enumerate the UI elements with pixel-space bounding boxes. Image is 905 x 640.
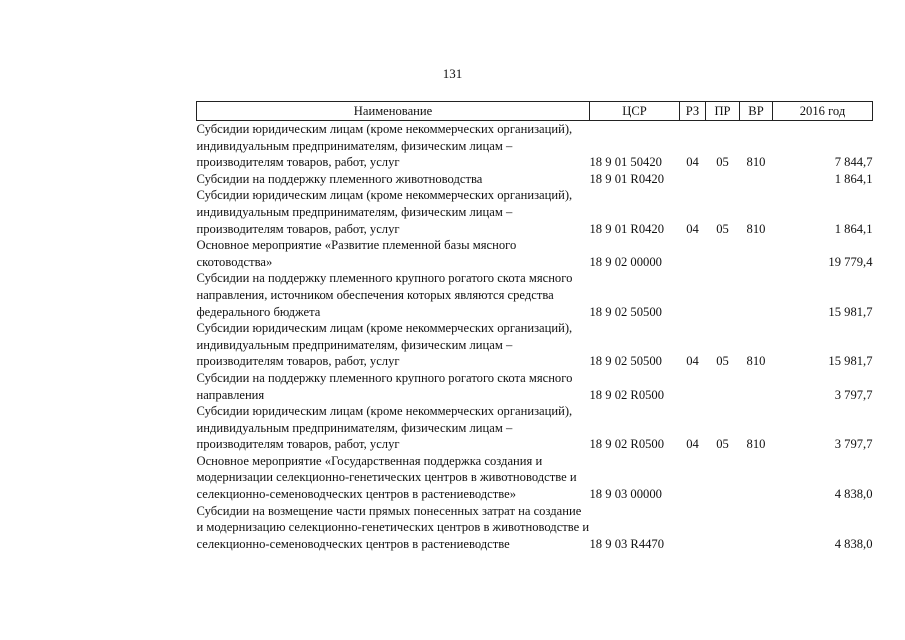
table-row xyxy=(197,121,873,171)
row-pr: 05 xyxy=(716,221,729,236)
table-row xyxy=(197,171,873,188)
row-amount: 4 838,0 xyxy=(834,487,873,502)
column-header-pr: ПР xyxy=(706,102,740,121)
table-row xyxy=(197,237,873,270)
row-csr: 18 9 01 50420 xyxy=(589,155,662,170)
row-rz: 04 xyxy=(686,155,699,170)
row-pr xyxy=(706,503,740,553)
row-name: Субсидии юридическим лицам (кроме некоммерческих организаций), индивидуальным предпринимателям, физическим лицам – производителям товаров, работ, услуг xyxy=(196,404,573,452)
table-row xyxy=(197,187,873,237)
column-header-rz: РЗ xyxy=(680,102,706,121)
row-amount: 7 844,7 xyxy=(834,155,873,170)
row-rz xyxy=(680,171,706,188)
row-name: Субсидии юридическим лицам (кроме некоммерческих организаций), индивидуальным предпринимателям, физическим лицам – производителям товаров, работ, услуг xyxy=(196,122,573,170)
row-pr: 05 xyxy=(716,437,729,452)
row-name: Субсидии на поддержку племенного крупного рогатого скота мясного направления xyxy=(196,370,573,402)
row-rz: 04 xyxy=(686,354,699,369)
table-row xyxy=(197,270,873,320)
row-pr: 05 xyxy=(716,354,729,369)
row-rz xyxy=(680,370,706,403)
row-csr: 18 9 02 50500 xyxy=(589,354,662,369)
table-row xyxy=(197,453,873,503)
row-name: Основное мероприятие «Государственная поддержка создания и модернизации селекционно-генетических центров в животноводстве и селекционно-семеноводческих центров в растениеводстве» xyxy=(196,453,577,502)
row-csr: 18 9 03 00000 xyxy=(589,487,662,502)
row-vr xyxy=(740,237,773,270)
row-amount: 4 838,0 xyxy=(834,536,873,551)
table-header-row xyxy=(197,102,873,121)
row-rz xyxy=(680,237,706,270)
row-pr: 05 xyxy=(716,155,729,170)
row-name: Субсидии на поддержку племенного крупного рогатого скота мясного направления, источником обеспечения которых являются средства федерального бюджета xyxy=(196,271,573,319)
row-amount: 15 981,7 xyxy=(828,354,873,369)
row-csr: 18 9 02 R0500 xyxy=(589,437,665,452)
table-row xyxy=(197,503,873,553)
row-csr: 18 9 02 50500 xyxy=(589,304,662,319)
row-pr xyxy=(706,270,740,320)
row-vr xyxy=(740,270,773,320)
row-name: Субсидии на возмещение части прямых понесенных затрат на создание и модернизацию селекционно-генетических центров в животноводстве и селекционно-семеноводческих центров в растениеводстве xyxy=(196,503,590,551)
row-amount: 3 797,7 xyxy=(834,437,873,452)
table-row xyxy=(197,370,873,403)
table-row xyxy=(197,320,873,370)
row-vr: 810 xyxy=(746,354,766,369)
row-name: Основное мероприятие «Развитие племенной базы мясного скотоводства» xyxy=(196,238,517,269)
row-pr xyxy=(706,237,740,270)
row-rz: 04 xyxy=(686,437,699,452)
row-amount: 1 864,1 xyxy=(834,171,873,186)
row-rz: 04 xyxy=(686,221,699,236)
row-csr: 18 9 01 R0420 xyxy=(589,221,665,236)
row-vr xyxy=(740,171,773,188)
table-row xyxy=(197,403,873,453)
column-header-name: Наименование xyxy=(197,102,590,121)
column-header-vr: ВР xyxy=(740,102,773,121)
row-vr: 810 xyxy=(746,437,766,452)
row-csr: 18 9 02 00000 xyxy=(589,254,662,269)
row-pr xyxy=(706,453,740,503)
column-header-csr: ЦСР xyxy=(590,102,680,121)
row-amount: 15 981,7 xyxy=(828,304,873,319)
row-amount: 3 797,7 xyxy=(834,387,873,402)
row-name: Субсидии юридическим лицам (кроме некоммерческих организаций), индивидуальным предпринимателям, физическим лицам – производителям товаров, работ, услуг xyxy=(196,188,573,236)
row-amount: 19 779,4 xyxy=(828,254,873,269)
row-csr: 18 9 03 R4470 xyxy=(589,536,665,551)
row-vr: 810 xyxy=(746,221,766,236)
column-header-year: 2016 год xyxy=(773,102,873,121)
row-vr xyxy=(740,503,773,553)
row-rz xyxy=(680,453,706,503)
row-rz xyxy=(680,270,706,320)
row-csr: 18 9 02 R0500 xyxy=(589,387,665,402)
page-number: 131 xyxy=(442,66,463,81)
row-vr: 810 xyxy=(746,155,766,170)
row-pr xyxy=(706,370,740,403)
row-amount: 1 864,1 xyxy=(834,221,873,236)
budget-table xyxy=(196,101,873,552)
row-vr xyxy=(740,370,773,403)
row-vr xyxy=(740,453,773,503)
row-csr: 18 9 01 R0420 xyxy=(589,171,665,186)
row-rz xyxy=(680,503,706,553)
row-name: Субсидии юридическим лицам (кроме некоммерческих организаций), индивидуальным предпринимателям, физическим лицам – производителям товаров, работ, услуг xyxy=(196,321,573,369)
row-pr xyxy=(706,171,740,188)
row-name: Субсидии на поддержку племенного животноводства xyxy=(196,171,483,186)
